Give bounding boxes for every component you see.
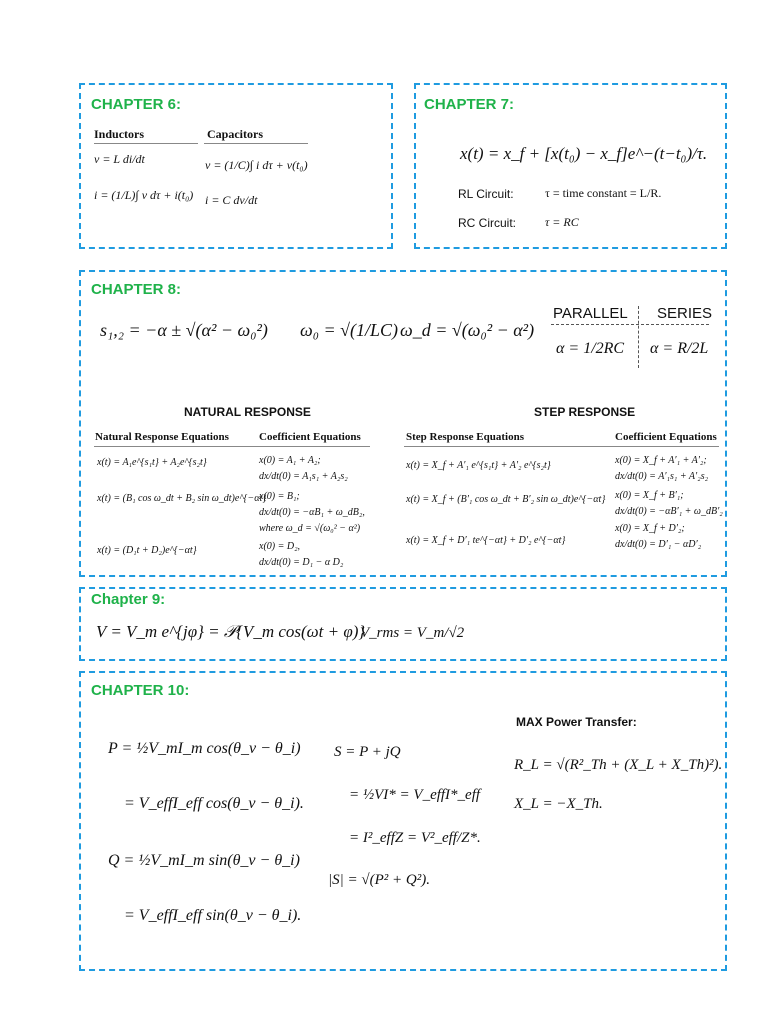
characteristic-roots-eq: s₁,₂ = −α ± √(α² − ω₀²) bbox=[100, 320, 268, 340]
ch6-rule-left bbox=[94, 143, 198, 144]
rc-circuit-label: RC Circuit: bbox=[458, 216, 517, 230]
natural-row-2-eq: x(t) = (B₁ cos ω_dt + B₂ sin ω_dt)e^{−αt} bbox=[97, 493, 267, 504]
inductors-heading: Inductors bbox=[94, 127, 145, 141]
natural-row-1-eq: x(t) = A₁e^{s₁t} + A₂e^{s₂t} bbox=[97, 457, 207, 468]
reactive-power-eq-2: = V_effI_eff sin(θ_v − θ_i). bbox=[124, 907, 302, 924]
step-table-rule bbox=[404, 446, 719, 447]
rl-time-constant-eq: τ = time constant = L/R. bbox=[545, 186, 662, 200]
natural-row-3-eq: x(t) = (D₁t + D₂)e^{−αt} bbox=[97, 545, 197, 556]
rc-time-constant-eq: τ = RC bbox=[545, 215, 579, 229]
parallel-series-rule bbox=[551, 324, 709, 325]
chapter-9-title: Chapter 9: bbox=[91, 591, 166, 608]
parallel-heading: PARALLEL bbox=[553, 305, 628, 322]
real-power-eq-1: P = ½V_mI_m cos(θ_v − θ_i) bbox=[108, 740, 301, 757]
load-resistance-eq: R_L = √(R²_Th + (X_L + X_Th)²). bbox=[514, 757, 723, 773]
step-row-3-eq: x(t) = X_f + D′₁ te^{−αt} + D′₂ e^{−αt} bbox=[406, 535, 566, 546]
complex-power-eq-2: = ½VI* = V_effI*_eff bbox=[349, 787, 481, 803]
complex-power-eq-3: = I²_effZ = V²_eff/Z*. bbox=[349, 830, 481, 846]
apparent-power-eq: |S| = √(P² + Q²). bbox=[328, 872, 430, 888]
step-row-1-eq: x(t) = X_f + A′₁ e^{s₁t} + A′₂ e^{s₂t} bbox=[406, 460, 551, 471]
rms-voltage-eq: V_rms = V_m/√2 bbox=[360, 625, 465, 641]
chapter-6-title: CHAPTER 6: bbox=[91, 96, 182, 113]
step-row-2-coef: x(0) = X_f + B′₁; dx/dt(0) = −αB′₁ + ω_dB′₂ bbox=[615, 490, 723, 517]
capacitor-current-eq: i = C dv/dt bbox=[205, 193, 258, 207]
natural-col-equations: Natural Response Equations bbox=[95, 431, 229, 443]
inductor-voltage-eq: v = L di/dt bbox=[94, 152, 145, 166]
series-heading: SERIES bbox=[657, 305, 713, 322]
first-order-response-eq: x(t) = x_f + [x(t₀) − x_f]e^−(t−t₀)/τ. bbox=[460, 144, 708, 163]
natural-row-2-coef: x(0) = B₁; dx/dt(0) = −αB₁ + ω_dB₂, where ω_d = √(ω₀² − α²) bbox=[259, 491, 365, 534]
phasor-eq: V = V_m e^{jφ} = 𝒫{V_m cos(ωt + φ)} bbox=[96, 622, 366, 641]
step-col-coefficients: Coefficient Equations bbox=[615, 431, 717, 443]
natural-response-heading: NATURAL RESPONSE bbox=[184, 405, 311, 419]
chapter-10-title: CHAPTER 10: bbox=[91, 682, 190, 699]
resonant-frequency-eq: ω₀ = √(1/LC) bbox=[300, 320, 398, 340]
step-row-3-coef: x(0) = X_f + D′₂; dx/dt(0) = D′₁ − αD′₂ bbox=[615, 523, 702, 550]
chapter-8-title: CHAPTER 8: bbox=[91, 281, 182, 298]
parallel-alpha-eq: α = 1/2RC bbox=[556, 340, 625, 357]
natural-col-coefficients: Coefficient Equations bbox=[259, 431, 361, 443]
complex-power-eq-1: S = P + jQ bbox=[334, 744, 401, 760]
natural-table-rule bbox=[94, 446, 370, 447]
inductor-current-eq: i = (1/L)∫ v dτ + i(t₀) bbox=[94, 188, 194, 202]
real-power-eq-2: = V_effI_eff cos(θ_v − θ_i). bbox=[124, 795, 304, 812]
load-reactance-eq: X_L = −X_Th. bbox=[514, 796, 603, 812]
capacitors-heading: Capacitors bbox=[207, 127, 263, 141]
parallel-series-divider bbox=[638, 306, 639, 368]
natural-row-3-coef: x(0) = D₂, dx/dt(0) = D₁ − α D₂ bbox=[259, 541, 344, 568]
step-row-2-eq: x(t) = X_f + (B′₁ cos ω_dt + B′₂ sin ω_dt)e^{−αt} bbox=[406, 494, 606, 505]
series-alpha-eq: α = R/2L bbox=[650, 340, 709, 357]
capacitor-voltage-eq: v = (1/C)∫ i dτ + v(t₀) bbox=[205, 158, 308, 172]
step-row-1-coef: x(0) = X_f + A′₁ + A′₂; dx/dt(0) = A′₁s₁ + A′₂s₂ bbox=[615, 455, 709, 482]
step-response-heading: STEP RESPONSE bbox=[534, 405, 636, 419]
rl-circuit-label: RL Circuit: bbox=[458, 187, 514, 201]
step-col-equations: Step Response Equations bbox=[406, 431, 524, 443]
max-power-transfer-heading: MAX Power Transfer: bbox=[516, 715, 637, 729]
ch6-rule-right bbox=[204, 143, 308, 144]
chapter-7-title: CHAPTER 7: bbox=[424, 96, 515, 113]
reactive-power-eq-1: Q = ½V_mI_m sin(θ_v − θ_i) bbox=[108, 852, 300, 869]
natural-row-1-coef: x(0) = A₁ + A₂; dx/dt(0) = A₁s₁ + A₂s₂ bbox=[259, 455, 348, 482]
damped-frequency-eq: ω_d = √(ω₀² − α²) bbox=[400, 320, 535, 340]
